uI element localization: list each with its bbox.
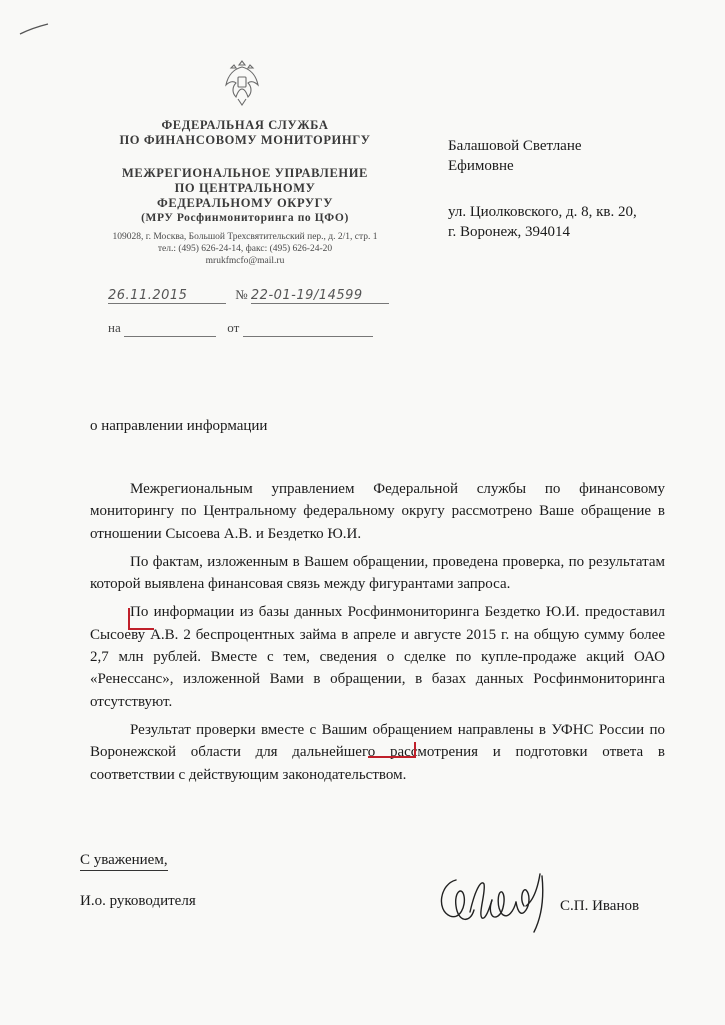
pen-stroke-mark [18, 22, 50, 36]
service-name-line2: ПО ФИНАНСОВОМУ МОНИТОРИНГУ [119, 133, 371, 147]
sender-block [95, 118, 395, 267]
registration-date: 26.11.2015 [108, 288, 226, 304]
recipient-address-line2: г. Воронеж, 394014 [448, 224, 571, 240]
body-paragraph-2: По фактам, изложенным в Вашем обращении, проведена проверка, по результатам которой выявлена финансовая связь между фигурантами запроса. [90, 553, 665, 593]
recipient-name-line1: Балашовой Светлане [448, 138, 582, 154]
department-name-line2: ПО ЦЕНТРАЛЬНОМУ [174, 181, 316, 195]
recipient-address-line1: ул. Циолковского, д. 8, кв. 20, [448, 204, 637, 220]
signer-position: И.о. руководителя [80, 893, 196, 909]
registration-block [108, 287, 408, 337]
signer-name: С.П. Иванов [560, 898, 640, 914]
subject-line: о направлении информации [90, 418, 268, 434]
red-bracket-start-mark [128, 608, 154, 630]
reference-label: на [108, 320, 121, 335]
department-name-line1: МЕЖРЕГИОНАЛЬНОЕ УПРАВЛЕНИЕ [122, 166, 368, 180]
recipient-name-line2: Ефимовне [448, 158, 514, 174]
number-label: № [235, 287, 248, 302]
registration-number: 22-01-19/14599 [251, 288, 389, 304]
red-bracket-end-mark [368, 742, 416, 758]
department-abbreviation: (МРУ Росфинмониторинга по ЦФО) [141, 212, 349, 224]
sender-address: 109028, г. Москва, Большой Трехсвятительский пер., д. 2/1, стр. 1 [112, 232, 378, 242]
recipient-block [448, 136, 708, 242]
closing-phrase: С уважением, [80, 852, 168, 869]
handwritten-signature [426, 866, 556, 938]
body-paragraph-3: По информации из базы данных Росфинмониторинга Бездетко Ю.И. предоставил Сысоеву А.В. 2 беспроцентных займа в апреле и августе 2015 г. на общую сумму более 2,7 млн рублей. Вместе с тем, сведения о сделке по купле-продаже акций ОАО «Ренессанс», изложенной Вами в обращении, в базах данных Росфинмониторинга отсутствуют. [90, 604, 665, 710]
service-name-line1: ФЕДЕРАЛЬНАЯ СЛУЖБА [161, 118, 329, 132]
sender-email: mrukfmcfo@mail.ru [205, 256, 285, 266]
from-label: от [227, 320, 240, 335]
department-name-line3: ФЕДЕРАЛЬНОМУ ОКРУГУ [156, 196, 333, 210]
sender-phones: тел.: (495) 626-24-14, факс: (495) 626-24-20 [157, 244, 333, 254]
state-emblem-icon [220, 55, 264, 107]
body-paragraph-4: Результат проверки вместе с Вашим обращением направлены в УФНС России по Воронежской области для дальнейшего рассмотрения и подготовки ответа в соответствии с действующим законодательством. [90, 721, 665, 783]
body-paragraph-1: Межрегиональным управлением Федеральной службы по финансовому мониторингу по Центральному федеральному округу рассмотрено Ваше обращение в отношении Сысоева А.В. и Бездетко Ю.И. [90, 481, 665, 542]
